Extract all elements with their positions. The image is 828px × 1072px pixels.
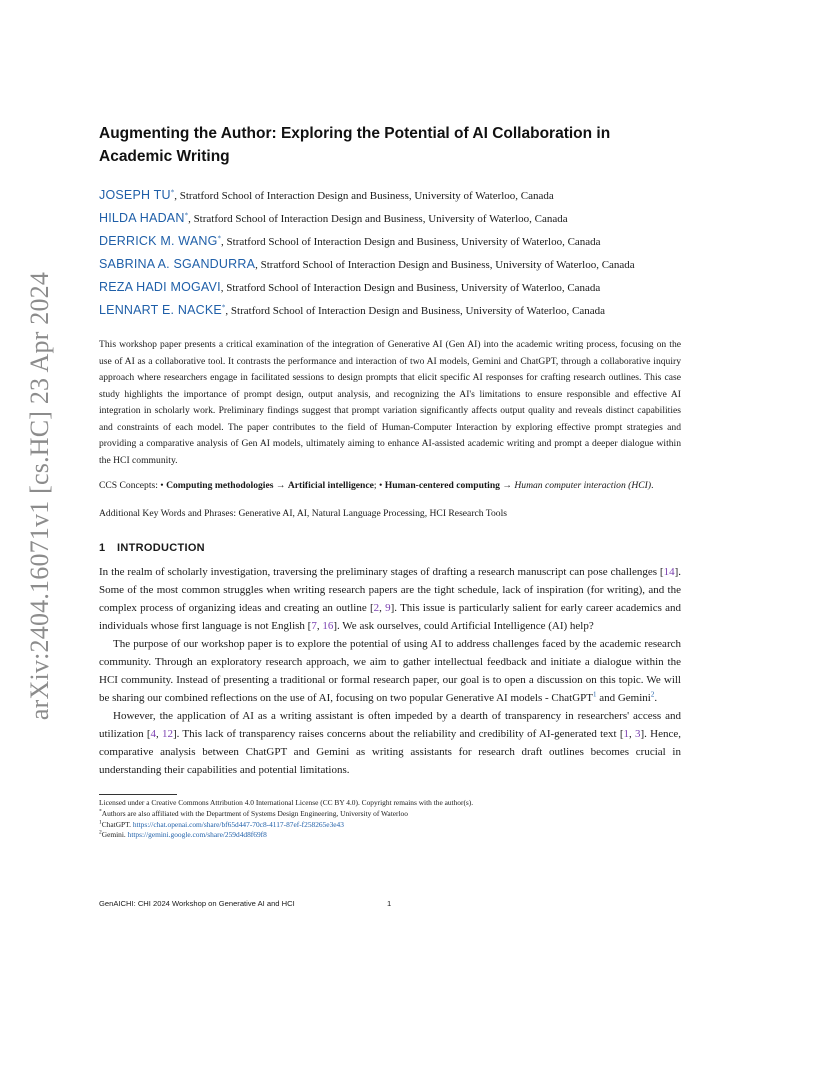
footnote-text: Authors are also affiliated with the Department of Systems Design Engineering, University of Waterloo <box>101 808 408 818</box>
author-name[interactable]: LENNART E. NACKE <box>99 303 222 317</box>
chatgpt-share-link[interactable]: https://chat.openai.com/share/bf65d447-70c8-4117-87ef-f258265e3e43 <box>132 819 344 829</box>
section-number: 1 <box>99 542 106 554</box>
arxiv-identifier: arXiv:2404.16071v1 [cs.HC] 23 Apr 2024 <box>25 271 54 721</box>
author-affiliation: , Stratford School of Interaction Design and Business, University of Waterloo, Canada <box>255 259 635 271</box>
paper-page <box>99 122 681 908</box>
author-entry <box>99 230 681 253</box>
gemini-footnote <box>99 830 681 841</box>
citation-link[interactable]: 14 <box>663 566 675 578</box>
author-mark: * <box>184 211 189 220</box>
citation-link[interactable]: 3 <box>635 728 641 740</box>
ccs-concept: Computing methodologies <box>166 480 274 491</box>
affiliation-footnote <box>99 809 681 820</box>
citation-link[interactable]: 7 <box>311 620 317 632</box>
citation-link[interactable]: 16 <box>322 620 334 632</box>
author-name[interactable]: JOSEPH TU <box>99 188 171 202</box>
text-run: , <box>379 602 386 614</box>
section-title: INTRODUCTION <box>117 542 205 554</box>
author-name[interactable]: REZA HADI MOGAVI <box>99 280 221 294</box>
citation-link[interactable]: 9 <box>385 602 391 614</box>
text-run: ]. Hence, comparative analysis between ChatGPT and Gemini as writing assistants for research draft outlines becomes crucial in understanding their capabilities and potential limitations. <box>99 728 681 776</box>
text-run: ]. Some of the most common struggles when writing research papers are the tight schedule, lack of inspiration (for writing), and the complex process of organizing ideas and creating an outline [ <box>99 566 681 614</box>
gemini-share-link[interactable]: https://gemini.google.com/share/259d4d8f69f8 <box>127 830 267 840</box>
text-run: . <box>654 692 658 704</box>
running-footer <box>99 899 681 908</box>
arxiv-watermark <box>20 258 60 734</box>
ccs-arrow: → <box>499 480 515 491</box>
text-run: , <box>629 728 635 740</box>
citation-link[interactable]: 12 <box>161 728 173 740</box>
author-name[interactable]: DERRICK M. WANG <box>99 234 218 248</box>
license-footnote: Licensed under a Creative Commons Attribution 4.0 International License (CC BY 4.0). Copyright remains with the author(s). <box>99 798 474 807</box>
ccs-concepts <box>99 478 681 494</box>
author-entry <box>99 276 681 299</box>
intro-paragraph-1 <box>99 563 681 635</box>
text-run: ]. This issue is particularly salient for early career academics and individuals whose first language is not English [ <box>99 602 681 632</box>
page-number: 1 <box>387 899 392 908</box>
intro-paragraph-3 <box>99 707 681 779</box>
text-run: In the realm of scholarly investigation, traversing the preliminary stages of drafting a research manuscript can pose challenges [ <box>99 566 664 578</box>
citation-link[interactable]: 2 <box>373 602 380 614</box>
venue-label: GenAICHI: CHI 2024 Workshop on Generative AI and HCI <box>99 899 295 908</box>
footnote-ref[interactable]: 1 <box>592 690 597 699</box>
author-name[interactable]: HILDA HADAN <box>99 211 185 225</box>
text-run: , <box>316 620 323 632</box>
text-run: However, the application of AI as a writing assistant is often impeded by a dearth of transparency in researchers' access and utilization [ <box>99 710 681 740</box>
chatgpt-footnote <box>99 820 681 831</box>
text-run: and Gemini <box>596 692 651 704</box>
author-name[interactable]: SABRINA A. SGANDURRA <box>99 257 256 271</box>
footnote-mark: * <box>99 808 102 815</box>
ccs-concept: Artificial intelligence <box>287 480 374 491</box>
section-heading <box>99 542 681 554</box>
author-affiliation: , Stratford School of Interaction Design and Business, University of Waterloo, Canada <box>174 190 554 202</box>
paper-title: Augmenting the Author: Exploring the Potential of AI Collaboration in Academic Writing <box>99 125 611 165</box>
text-run: ]. We ask ourselves, could Artificial Intelligence (AI) help? <box>333 620 594 632</box>
author-entry <box>99 207 681 230</box>
text-run: ]. This lack of transparency raises concerns about the reliability and credibility of AI-generated text [ <box>172 728 624 740</box>
intro-paragraph-2 <box>99 635 681 707</box>
footnote-text: Gemini. <box>101 830 128 840</box>
author-list <box>99 184 681 322</box>
citation-link[interactable]: 4 <box>150 728 156 740</box>
author-mark: * <box>217 234 222 243</box>
ccs-concept: Human computer interaction (HCI) <box>514 480 652 491</box>
author-entry <box>99 299 681 322</box>
footnote-divider <box>99 794 177 795</box>
footnote-ref[interactable]: 2 <box>650 690 655 699</box>
text-run: , <box>156 728 162 740</box>
ccs-separator: ; • <box>373 480 385 491</box>
footnote-mark: 1 <box>99 819 102 826</box>
author-affiliation: , Stratford School of Interaction Design and Business, University of Waterloo, Canada <box>221 236 601 248</box>
ccs-label: CCS Concepts: • <box>99 480 167 491</box>
author-mark: * <box>170 188 175 197</box>
author-entry <box>99 184 681 207</box>
ccs-arrow: → <box>273 480 288 491</box>
author-mark: * <box>221 303 226 312</box>
author-affiliation: , Stratford School of Interaction Design and Business, University of Waterloo, Canada <box>220 282 601 294</box>
footnote-mark: 2 <box>99 829 102 836</box>
author-affiliation: , Stratford School of Interaction Design and Business, University of Waterloo, Canada <box>225 305 605 317</box>
author-affiliation: , Stratford School of Interaction Design and Business, University of Waterloo, Canada <box>188 213 568 225</box>
ccs-end: . <box>651 480 654 491</box>
citation-link[interactable]: 1 <box>623 728 630 740</box>
footnote-text: ChatGPT. <box>101 819 133 829</box>
abstract: This workshop paper presents a critical examination of the integration of Generative AI (Gen AI) into the academic writing process, focusing on the use of AI as a collaborative tool. It contrasts the performance and interaction of two AI models, Gemini and ChatGPT, through a collaborative inquiry approach where researchers engage in facilitated sessions to design prompts that elicit specific AI responses for crafting research outlines. This case study highlights the importance of prompt design, output analysis, and recognizing the AI's limitations to ensure responsible and effective AI integration in scholarly work. Preliminary findings suggest that prompt variation significantly affects output quality and reveals distinct capabilities and constraints of each model. The paper contributes to the field of Human-Computer Interaction by exploring effective prompt strategies and providing a comparative analysis of Gen AI models, ultimately aiming to enhance AI-assisted academic writing and prompt a deeper dialogue within the HCI community. <box>99 339 681 466</box>
text-run: The purpose of our workshop paper is to explore the potential of using AI to address challenges faced by the academic research community. Through an exploratory research approach, we aim to gather intellectual feedback and initiate a dialogue within the HCI community. Instead of presenting a traditional or formal research paper, our goal is to open a discussion on this topic. We will be sharing our combined reflections on the use of AI, focusing on two popular Generative AI models - ChatGPT <box>99 638 681 704</box>
keywords: Additional Key Words and Phrases: Generative AI, AI, Natural Language Processing, HCI Research Tools <box>99 508 507 519</box>
author-entry <box>99 253 681 276</box>
ccs-concept: Human-centered computing <box>384 480 500 491</box>
